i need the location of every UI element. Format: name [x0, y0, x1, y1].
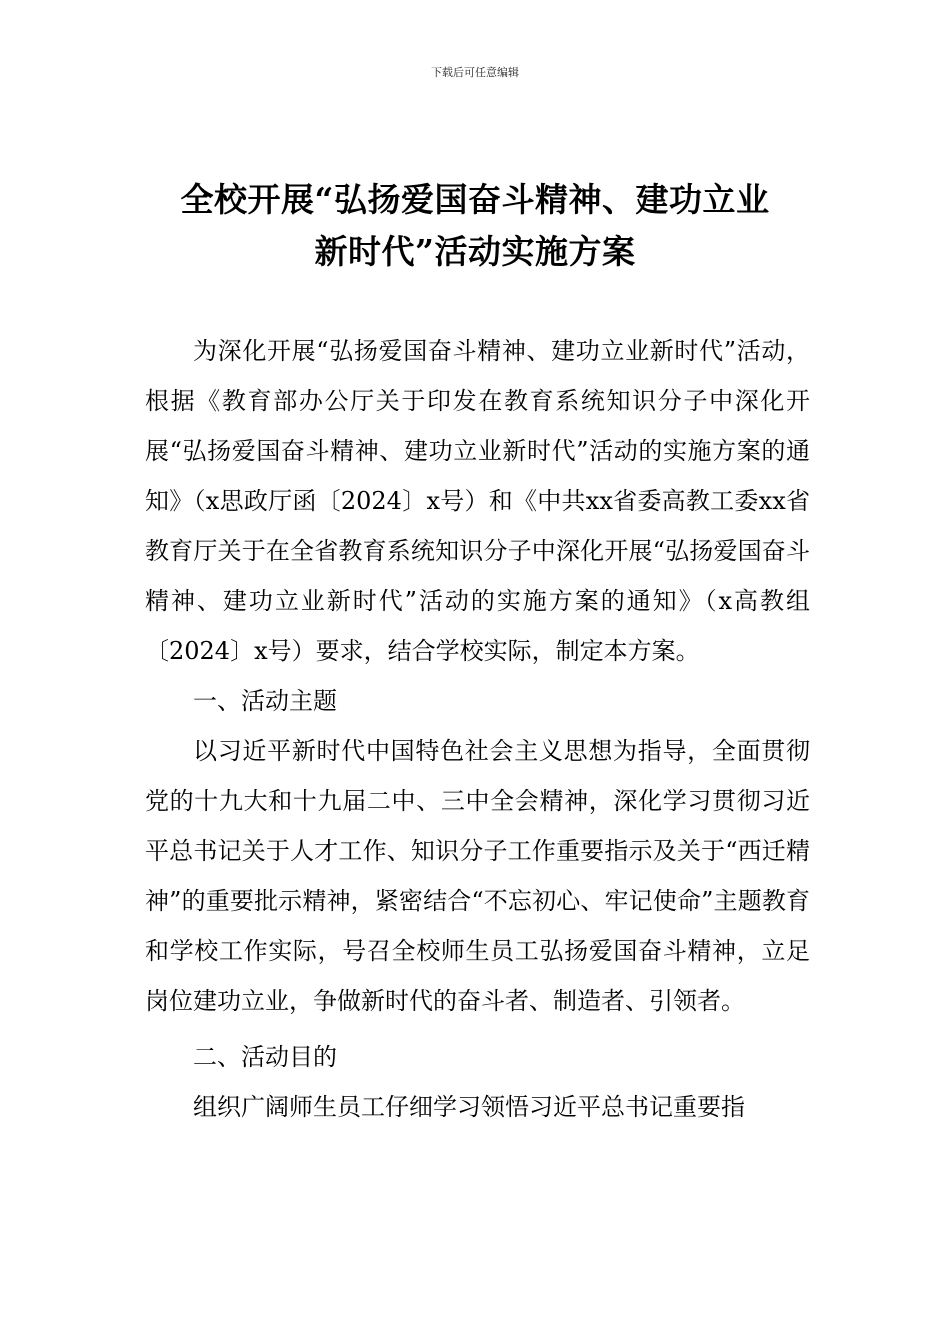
header-note: 下载后可任意编辑 — [431, 66, 519, 79]
intro-paragraph: 为深化开展“弘扬爱国奋斗精神、建功立业新时代”活动，根据《教育部办公厅关于印发在教育系统知识分子中深化开展“弘扬爱国奋斗精神、建功立业新时代”活动的实施方案的通知》（x思政厅函〔2024〕x号）和《中共xx省委高教工委xx省教育厅关于在全省教育系统知识分子中深化开展“弘扬爱国奋斗精神、建功立业新时代”活动的实施方案的通知》（x高教组〔2024〕x号）要求，结合学校实际，制定本方案。 — [145, 337, 810, 665]
section-2-paragraph: 组织广阔师生员工仔细学习领悟习近平总书记重要指 — [193, 1093, 745, 1121]
document-title — [120, 174, 830, 278]
section-2-heading: 二、活动目的 — [193, 1043, 337, 1071]
title-line-1: 全校开展“弘扬爱国奋斗精神、建功立业 — [180, 180, 770, 219]
section-1-heading: 一、活动主题 — [193, 687, 337, 715]
document-body — [145, 326, 810, 1132]
title-line-2: 新时代”活动实施方案 — [314, 232, 636, 271]
section-1-paragraph: 以习近平新时代中国特色社会主义思想为指导，全面贯彻党的十九大和十九届二中、三中全会精神，深化学习贯彻习近平总书记关于人才工作、知识分子工作重要指示及关于“西迁精神”的重要批示精神，紧密结合“不忘初心、牢记使命”主题教育和学校工作实际，号召全校师生员工弘扬爱国奋斗精神，立足岗位建功立业，争做新时代的奋斗者、制造者、引领者。 — [145, 737, 810, 1015]
